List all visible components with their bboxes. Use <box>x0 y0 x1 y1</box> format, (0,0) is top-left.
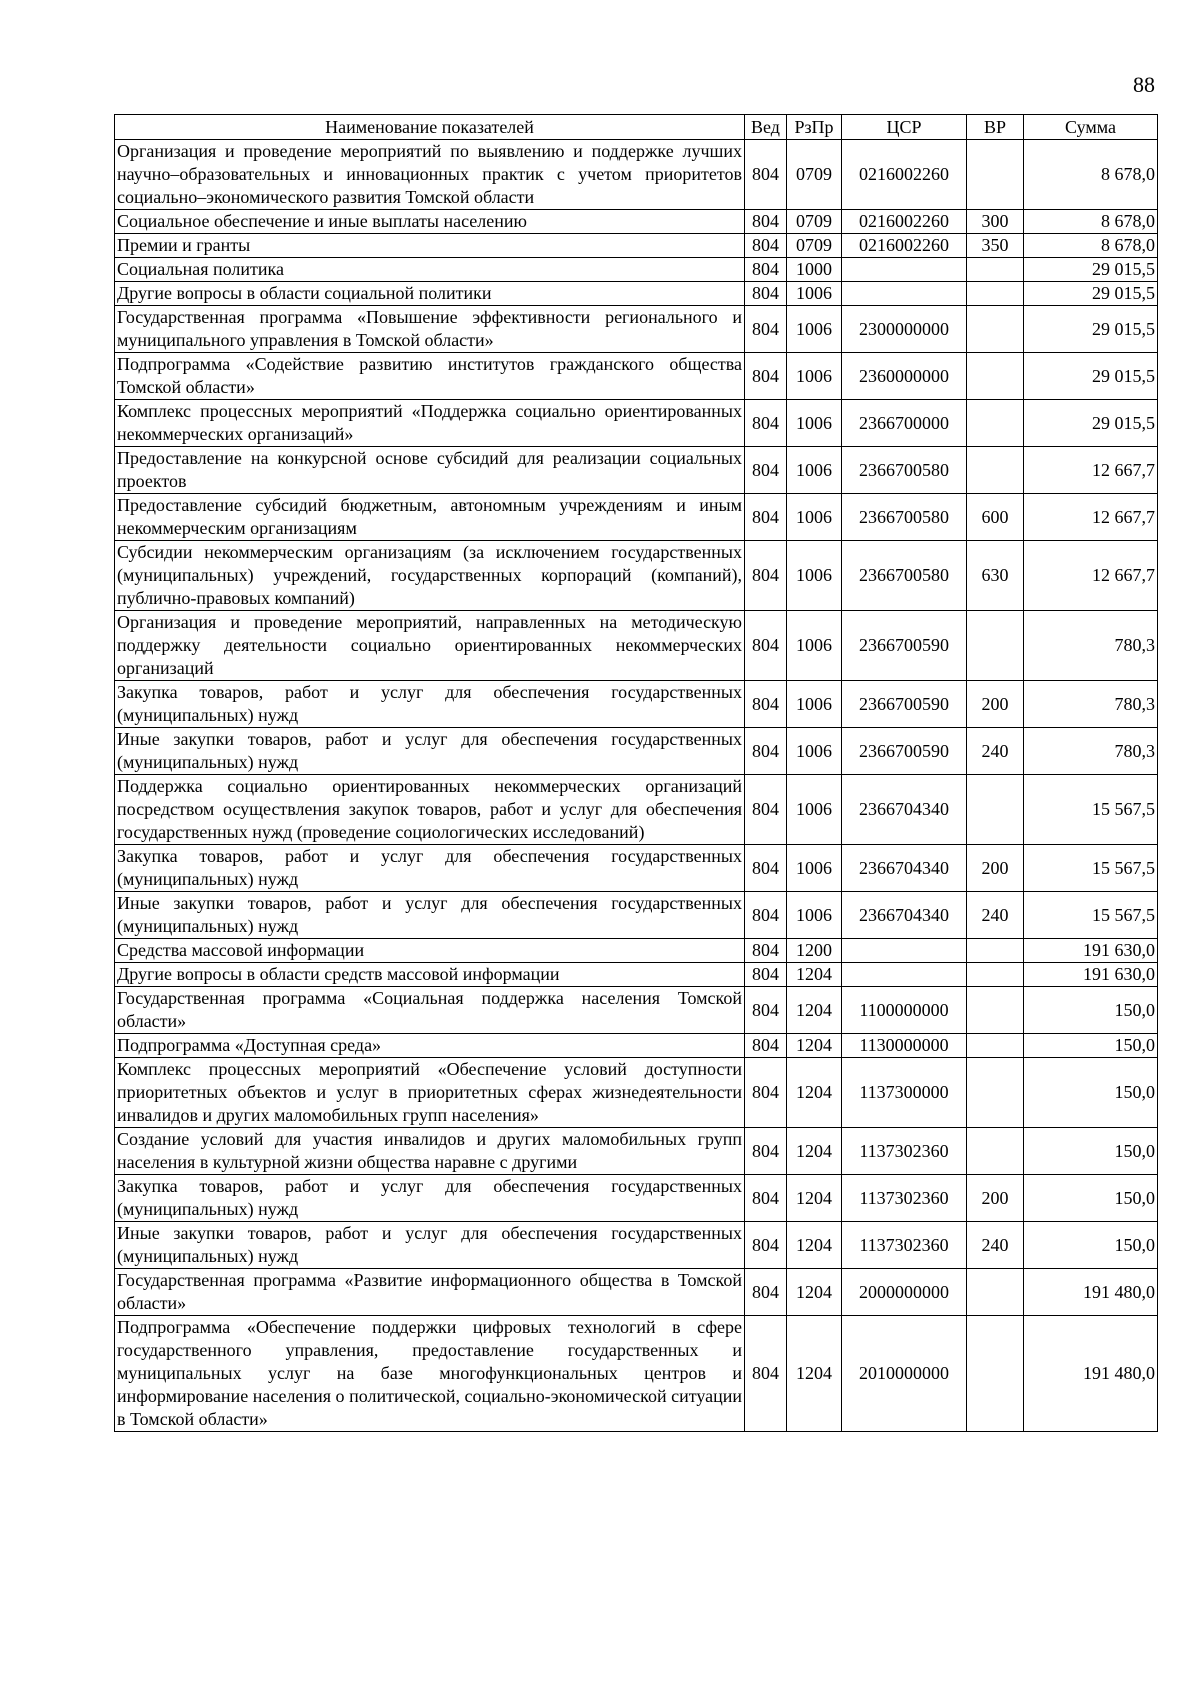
header-vr: ВР <box>967 115 1024 140</box>
row-ved-cell: 804 <box>745 845 787 892</box>
budget-table <box>114 114 1158 1432</box>
row-name-cell: Поддержка социально ориентированных некоммерческих организаций посредством осуществления закупок товаров, работ и услуг для обеспечения государственных нужд (проведение социологических исследований) <box>115 775 745 845</box>
row-rzpr-cell: 1204 <box>787 1222 842 1269</box>
table-row <box>115 728 1158 775</box>
row-sum-cell: 150,0 <box>1024 1034 1158 1058</box>
header-sum: Сумма <box>1024 115 1158 140</box>
row-ved-cell: 804 <box>745 728 787 775</box>
table-row <box>115 1175 1158 1222</box>
row-rzpr-cell: 1006 <box>787 306 842 353</box>
row-csr-cell: 2366700580 <box>842 447 967 494</box>
row-ved-cell: 804 <box>745 939 787 963</box>
row-sum-cell: 29 015,5 <box>1024 306 1158 353</box>
row-vr-cell <box>967 611 1024 681</box>
row-ved-cell: 804 <box>745 140 787 210</box>
row-csr-cell: 1130000000 <box>842 1034 967 1058</box>
row-name-cell: Закупка товаров, работ и услуг для обеспечения государственных (муниципальных) нужд <box>115 681 745 728</box>
row-vr-cell: 200 <box>967 845 1024 892</box>
row-vr-cell <box>967 306 1024 353</box>
row-name-cell: Средства массовой информации <box>115 939 745 963</box>
row-name-cell: Организация и проведение мероприятий по выявлению и поддержке лучших научно–образовательных и инновационных практик с учетом приоритетов социально–экономического развития Томской области <box>115 140 745 210</box>
row-vr-cell: 300 <box>967 210 1024 234</box>
row-vr-cell: 630 <box>967 541 1024 611</box>
row-rzpr-cell: 1204 <box>787 1128 842 1175</box>
row-name-cell: Комплекс процессных мероприятий «Обеспечение условий доступности приоритетных объектов и услуг в приоритетных сферах жизнедеятельности инвалидов и других маломобильных групп населения» <box>115 1058 745 1128</box>
row-vr-cell: 600 <box>967 494 1024 541</box>
row-csr-cell <box>842 258 967 282</box>
row-sum-cell: 150,0 <box>1024 1128 1158 1175</box>
row-name-cell: Подпрограмма «Доступная среда» <box>115 1034 745 1058</box>
row-ved-cell: 804 <box>745 234 787 258</box>
row-ved-cell: 804 <box>745 306 787 353</box>
row-vr-cell: 240 <box>967 728 1024 775</box>
row-vr-cell: 350 <box>967 234 1024 258</box>
row-csr-cell <box>842 282 967 306</box>
row-rzpr-cell: 0709 <box>787 234 842 258</box>
row-name-cell: Государственная программа «Социальная поддержка населения Томской области» <box>115 987 745 1034</box>
row-name-cell: Субсидии некоммерческим организациям (за исключением государственных (муниципальных) учреждений, государственных корпораций (компаний), публично-правовых компаний) <box>115 541 745 611</box>
row-csr-cell: 1137302360 <box>842 1128 967 1175</box>
table-row <box>115 681 1158 728</box>
row-sum-cell: 150,0 <box>1024 1058 1158 1128</box>
row-vr-cell <box>967 140 1024 210</box>
row-csr-cell: 2010000000 <box>842 1316 967 1432</box>
row-vr-cell <box>967 963 1024 987</box>
row-rzpr-cell: 1204 <box>787 1034 842 1058</box>
header-ved: Вед <box>745 115 787 140</box>
row-vr-cell <box>967 258 1024 282</box>
row-ved-cell: 804 <box>745 987 787 1034</box>
row-name-cell: Премии и гранты <box>115 234 745 258</box>
row-csr-cell: 2360000000 <box>842 353 967 400</box>
row-csr-cell: 2366704340 <box>842 892 967 939</box>
row-sum-cell: 780,3 <box>1024 611 1158 681</box>
row-sum-cell: 8 678,0 <box>1024 234 1158 258</box>
row-name-cell: Предоставление субсидий бюджетным, автономным учреждениям и иным некоммерческим организациям <box>115 494 745 541</box>
row-ved-cell: 804 <box>745 1128 787 1175</box>
row-sum-cell: 29 015,5 <box>1024 282 1158 306</box>
row-sum-cell: 15 567,5 <box>1024 845 1158 892</box>
row-ved-cell: 804 <box>745 353 787 400</box>
row-csr-cell: 2366704340 <box>842 775 967 845</box>
table-row <box>115 892 1158 939</box>
row-sum-cell: 12 667,7 <box>1024 541 1158 611</box>
header-rzpr: РзПр <box>787 115 842 140</box>
table-row <box>115 541 1158 611</box>
row-sum-cell: 29 015,5 <box>1024 258 1158 282</box>
row-rzpr-cell: 1204 <box>787 963 842 987</box>
row-ved-cell: 804 <box>745 892 787 939</box>
row-rzpr-cell: 1006 <box>787 845 842 892</box>
table-row <box>115 258 1158 282</box>
row-ved-cell: 804 <box>745 775 787 845</box>
row-rzpr-cell: 0709 <box>787 210 842 234</box>
table-row <box>115 210 1158 234</box>
row-sum-cell: 12 667,7 <box>1024 447 1158 494</box>
row-sum-cell: 191 630,0 <box>1024 963 1158 987</box>
row-rzpr-cell: 1204 <box>787 987 842 1034</box>
row-rzpr-cell: 1204 <box>787 1175 842 1222</box>
row-csr-cell: 0216002260 <box>842 140 967 210</box>
row-csr-cell: 2000000000 <box>842 1269 967 1316</box>
row-vr-cell <box>967 775 1024 845</box>
row-csr-cell: 1100000000 <box>842 987 967 1034</box>
row-rzpr-cell: 1006 <box>787 400 842 447</box>
table-row <box>115 1269 1158 1316</box>
table-row <box>115 306 1158 353</box>
row-name-cell: Социальная политика <box>115 258 745 282</box>
table-row <box>115 1058 1158 1128</box>
row-vr-cell <box>967 400 1024 447</box>
row-ved-cell: 804 <box>745 681 787 728</box>
row-name-cell: Предоставление на конкурсной основе субсидий для реализации социальных проектов <box>115 447 745 494</box>
row-name-cell: Другие вопросы в области социальной политики <box>115 282 745 306</box>
row-sum-cell: 780,3 <box>1024 681 1158 728</box>
row-csr-cell: 2366704340 <box>842 845 967 892</box>
row-vr-cell <box>967 282 1024 306</box>
row-name-cell: Государственная программа «Повышение эффективности регионального и муниципального управления в Томской области» <box>115 306 745 353</box>
row-csr-cell: 1137300000 <box>842 1058 967 1128</box>
row-csr-cell: 1137302360 <box>842 1175 967 1222</box>
row-ved-cell: 804 <box>745 1034 787 1058</box>
table-row <box>115 353 1158 400</box>
row-rzpr-cell: 1204 <box>787 1058 842 1128</box>
row-rzpr-cell: 0709 <box>787 140 842 210</box>
row-sum-cell: 8 678,0 <box>1024 140 1158 210</box>
row-csr-cell: 2366700590 <box>842 728 967 775</box>
row-ved-cell: 804 <box>745 1175 787 1222</box>
row-vr-cell: 200 <box>967 1175 1024 1222</box>
row-sum-cell: 191 480,0 <box>1024 1316 1158 1432</box>
row-name-cell: Подпрограмма «Обеспечение поддержки цифровых технологий в сфере государственного управления, предоставление государственных и муниципальных услуг на базе многофункциональных центров и информирование населения о политической, социально-экономической ситуации в Томской области» <box>115 1316 745 1432</box>
row-vr-cell <box>967 447 1024 494</box>
row-ved-cell: 804 <box>745 1058 787 1128</box>
row-name-cell: Создание условий для участия инвалидов и других маломобильных групп населения в культурной жизни общества наравне с другими <box>115 1128 745 1175</box>
table-row <box>115 234 1158 258</box>
table-row <box>115 140 1158 210</box>
page-number: 88 <box>1133 72 1155 97</box>
row-vr-cell: 240 <box>967 892 1024 939</box>
row-vr-cell: 200 <box>967 681 1024 728</box>
row-rzpr-cell: 1006 <box>787 447 842 494</box>
row-rzpr-cell: 1006 <box>787 353 842 400</box>
table-row <box>115 845 1158 892</box>
table-row <box>115 939 1158 963</box>
row-sum-cell: 150,0 <box>1024 1175 1158 1222</box>
row-name-cell: Закупка товаров, работ и услуг для обеспечения государственных (муниципальных) нужд <box>115 845 745 892</box>
row-vr-cell <box>967 1269 1024 1316</box>
row-ved-cell: 804 <box>745 494 787 541</box>
table-row <box>115 1128 1158 1175</box>
table-row <box>115 963 1158 987</box>
row-rzpr-cell: 1000 <box>787 258 842 282</box>
row-sum-cell: 29 015,5 <box>1024 400 1158 447</box>
row-csr-cell: 2366700580 <box>842 541 967 611</box>
row-sum-cell: 15 567,5 <box>1024 775 1158 845</box>
row-vr-cell <box>967 1058 1024 1128</box>
table-row <box>115 611 1158 681</box>
row-sum-cell: 191 480,0 <box>1024 1269 1158 1316</box>
table-row <box>115 987 1158 1034</box>
header-csr: ЦСР <box>842 115 967 140</box>
row-name-cell: Иные закупки товаров, работ и услуг для обеспечения государственных (муниципальных) нужд <box>115 728 745 775</box>
table-row <box>115 1316 1158 1432</box>
table-row <box>115 400 1158 447</box>
row-ved-cell: 804 <box>745 258 787 282</box>
table-row <box>115 1034 1158 1058</box>
row-ved-cell: 804 <box>745 282 787 306</box>
row-vr-cell: 240 <box>967 1222 1024 1269</box>
row-csr-cell: 1137302360 <box>842 1222 967 1269</box>
table-row <box>115 494 1158 541</box>
row-vr-cell <box>967 1128 1024 1175</box>
row-ved-cell: 804 <box>745 963 787 987</box>
row-ved-cell: 804 <box>745 1222 787 1269</box>
row-rzpr-cell: 1204 <box>787 1316 842 1432</box>
row-ved-cell: 804 <box>745 447 787 494</box>
row-csr-cell: 0216002260 <box>842 210 967 234</box>
row-vr-cell <box>967 353 1024 400</box>
row-sum-cell: 780,3 <box>1024 728 1158 775</box>
row-csr-cell: 2366700590 <box>842 681 967 728</box>
row-rzpr-cell: 1006 <box>787 728 842 775</box>
row-vr-cell <box>967 939 1024 963</box>
row-name-cell: Другие вопросы в области средств массовой информации <box>115 963 745 987</box>
row-rzpr-cell: 1006 <box>787 494 842 541</box>
table-row <box>115 282 1158 306</box>
row-ved-cell: 804 <box>745 1269 787 1316</box>
row-ved-cell: 804 <box>745 611 787 681</box>
row-csr-cell: 2366700580 <box>842 494 967 541</box>
row-vr-cell <box>967 1316 1024 1432</box>
row-name-cell: Социальное обеспечение и иные выплаты населению <box>115 210 745 234</box>
row-name-cell: Государственная программа «Развитие информационного общества в Томской области» <box>115 1269 745 1316</box>
row-csr-cell <box>842 939 967 963</box>
row-csr-cell: 2366700590 <box>842 611 967 681</box>
row-name-cell: Комплекс процессных мероприятий «Поддержка социально ориентированных некоммерческих организаций» <box>115 400 745 447</box>
table-row <box>115 447 1158 494</box>
table-header-row <box>115 115 1158 140</box>
row-rzpr-cell: 1006 <box>787 681 842 728</box>
row-sum-cell: 15 567,5 <box>1024 892 1158 939</box>
row-csr-cell: 0216002260 <box>842 234 967 258</box>
row-csr-cell: 2366700000 <box>842 400 967 447</box>
row-name-cell: Иные закупки товаров, работ и услуг для обеспечения государственных (муниципальных) нужд <box>115 1222 745 1269</box>
row-sum-cell: 150,0 <box>1024 1222 1158 1269</box>
row-rzpr-cell: 1006 <box>787 282 842 306</box>
row-sum-cell: 29 015,5 <box>1024 353 1158 400</box>
row-ved-cell: 804 <box>745 1316 787 1432</box>
row-rzpr-cell: 1006 <box>787 775 842 845</box>
table-body <box>115 140 1158 1432</box>
row-rzpr-cell: 1006 <box>787 541 842 611</box>
row-rzpr-cell: 1006 <box>787 892 842 939</box>
table-row <box>115 1222 1158 1269</box>
header-name: Наименование показателей <box>115 115 745 140</box>
row-ved-cell: 804 <box>745 210 787 234</box>
row-ved-cell: 804 <box>745 541 787 611</box>
row-sum-cell: 150,0 <box>1024 987 1158 1034</box>
row-name-cell: Закупка товаров, работ и услуг для обеспечения государственных (муниципальных) нужд <box>115 1175 745 1222</box>
row-rzpr-cell: 1200 <box>787 939 842 963</box>
row-sum-cell: 191 630,0 <box>1024 939 1158 963</box>
row-name-cell: Организация и проведение мероприятий, направленных на методическую поддержку деятельности социально ориентированных некоммерческих организаций <box>115 611 745 681</box>
row-name-cell: Подпрограмма «Содействие развитию институтов гражданского общества Томской области» <box>115 353 745 400</box>
row-name-cell: Иные закупки товаров, работ и услуг для обеспечения государственных (муниципальных) нужд <box>115 892 745 939</box>
row-sum-cell: 8 678,0 <box>1024 210 1158 234</box>
row-csr-cell <box>842 963 967 987</box>
table-row <box>115 775 1158 845</box>
row-vr-cell <box>967 1034 1024 1058</box>
row-ved-cell: 804 <box>745 400 787 447</box>
row-rzpr-cell: 1006 <box>787 611 842 681</box>
row-rzpr-cell: 1204 <box>787 1269 842 1316</box>
row-sum-cell: 12 667,7 <box>1024 494 1158 541</box>
row-vr-cell <box>967 987 1024 1034</box>
row-csr-cell: 2300000000 <box>842 306 967 353</box>
